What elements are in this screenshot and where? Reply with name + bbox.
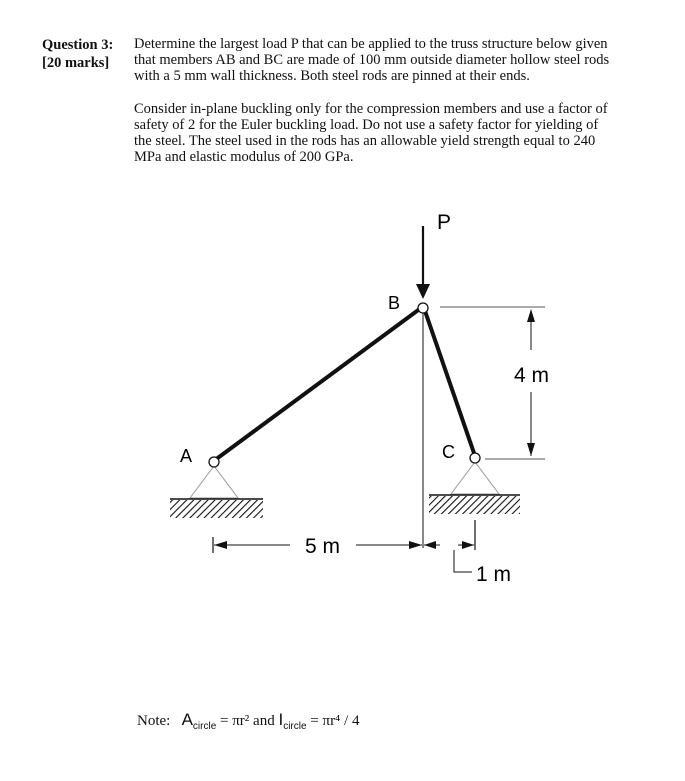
area-symbol: A	[181, 710, 193, 729]
paragraph-line: that members AB and BC are made of 100 mm outside diameter hollow steel rods	[134, 52, 610, 68]
inertia-formula: = πr⁴ / 4	[306, 713, 360, 729]
inertia-subscript: circle	[283, 721, 307, 732]
paragraph-line: safety of 2 for the Euler buckling load. Do not use a safety factor for yielding of	[134, 117, 599, 133]
paragraph-line: the steel. The steel used in the rods has an allowable yield strength equal to 240	[134, 133, 596, 149]
pin-b	[418, 303, 428, 313]
support-c	[429, 462, 520, 514]
support-a	[170, 466, 263, 518]
note-prefix: Note:	[137, 713, 171, 729]
member-ab	[215, 308, 421, 460]
paragraph-line: Determine the largest load P that can be applied to the truss structure below given	[134, 36, 608, 52]
paragraph-line: Consider in-plane buckling only for the compression members and use a factor of	[134, 101, 608, 117]
node-a-label: A	[180, 446, 193, 466]
pin-a	[209, 457, 219, 467]
member-bc	[425, 311, 475, 456]
question-number: Question 3:	[42, 37, 114, 53]
dimension-offset-label: 1 m	[476, 563, 512, 586]
area-subscript: circle	[192, 721, 217, 732]
pin-c	[470, 453, 480, 463]
paragraph-line: with a 5 mm wall thickness. Both steel rods are pinned at their ends.	[134, 68, 530, 84]
dimension-horizontal-label: 5 m	[305, 535, 341, 558]
paragraph-line: MPa and elastic modulus of 200 GPa.	[134, 149, 354, 165]
load-arrow	[416, 226, 430, 299]
note	[137, 710, 359, 732]
area-formula: = πr² and	[216, 713, 279, 729]
inertia-symbol: I	[278, 710, 284, 729]
dimension-offset	[424, 520, 475, 572]
dimension-vertical-label: 4 m	[514, 364, 550, 387]
load-label: P	[437, 211, 452, 234]
question-marks: [20 marks]	[42, 55, 110, 71]
node-c-label: C	[442, 442, 455, 462]
node-b-label: B	[388, 293, 401, 313]
